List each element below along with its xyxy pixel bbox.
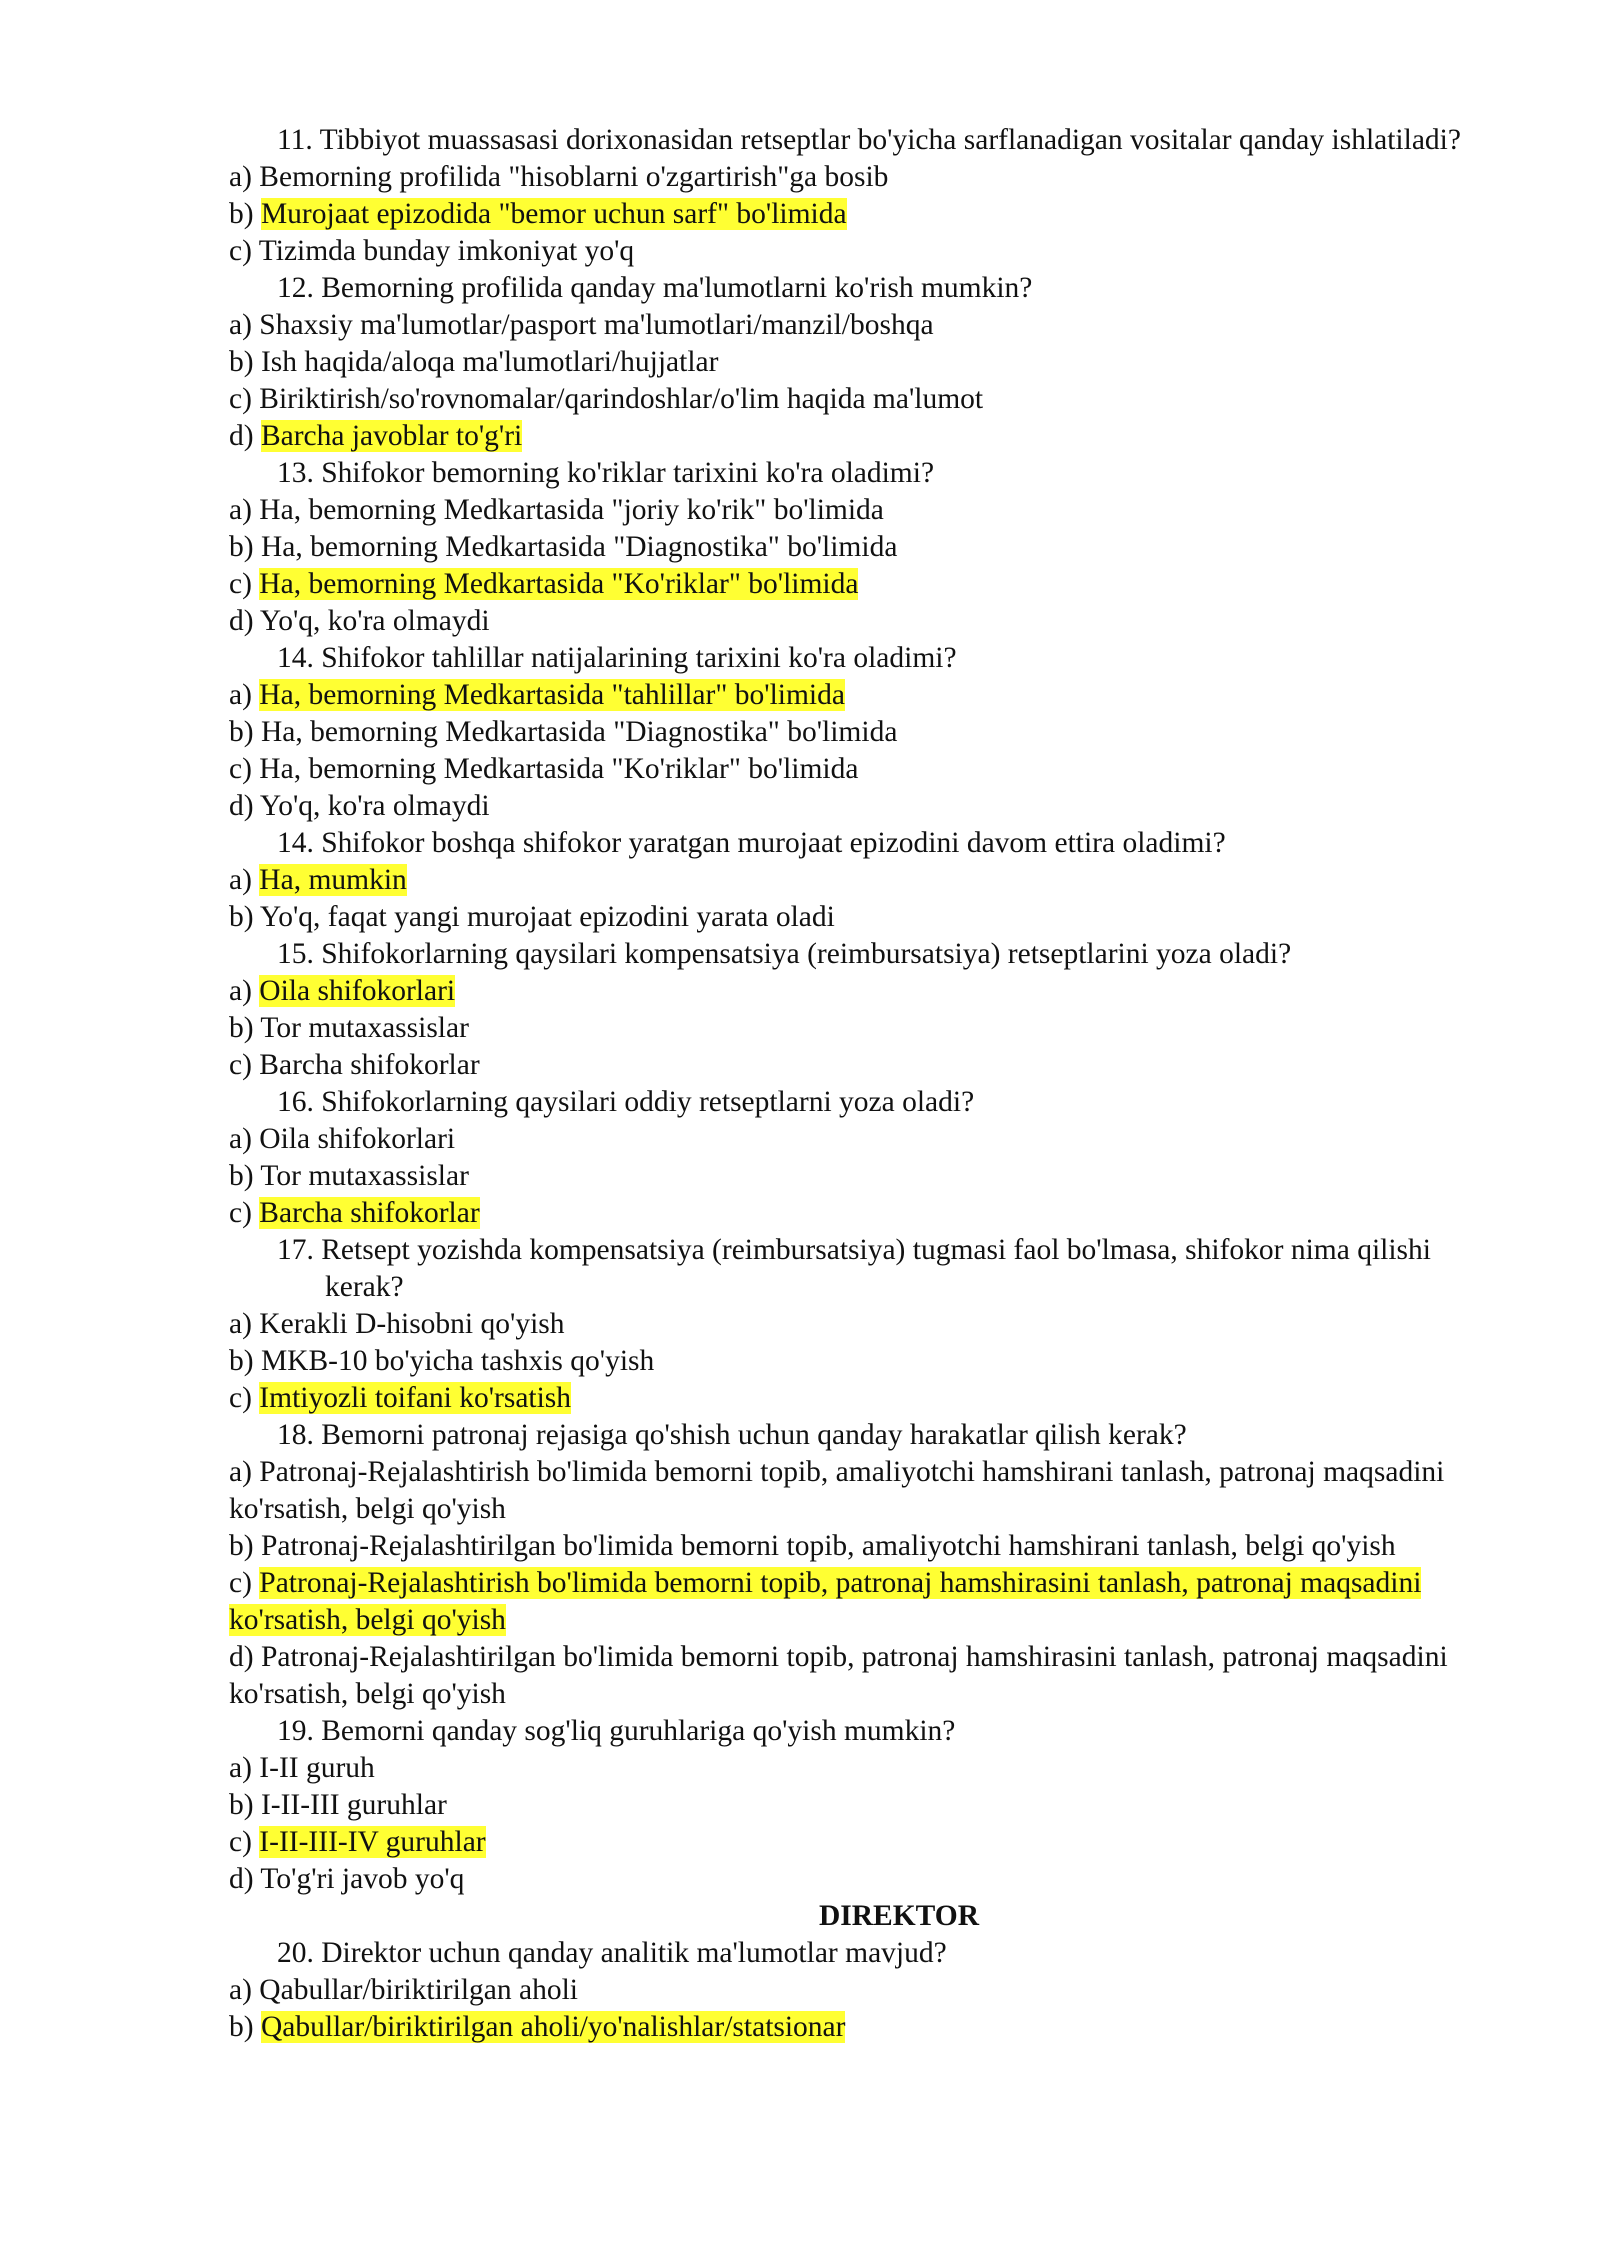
option-text: Ha, bemorning Medkartasida "joriy ko'rik" bo'limida bbox=[259, 494, 884, 526]
option-letter: c) bbox=[229, 1049, 260, 1081]
option-text: Oila shifokorlari bbox=[259, 975, 456, 1007]
option-text: Barcha shifokorlar bbox=[259, 1049, 480, 1081]
option-letter: b) bbox=[229, 1530, 261, 1562]
option-text: Patronaj-Rejalashtirilgan bo'limida bemorni topib, patronaj hamshirasini tanlash, patronaj maqsadini ko'rsatish, belgi qo'yish bbox=[229, 1641, 1448, 1710]
option-text: I-II guruh bbox=[259, 1752, 375, 1784]
option-letter: b) bbox=[229, 198, 261, 230]
option-letter: a) bbox=[229, 1974, 260, 2006]
option-text: Yo'q, faqat yangi murojaat epizodini yarata oladi bbox=[259, 901, 835, 933]
option-text: Yo'q, ko'ra olmaydi bbox=[259, 790, 490, 822]
option-letter: c) bbox=[229, 235, 259, 267]
option-letter: c) bbox=[229, 1567, 260, 1599]
option-letter: c) bbox=[229, 383, 260, 415]
answer-option bbox=[229, 1121, 1469, 1158]
answer-option bbox=[229, 1047, 1469, 1084]
option-text: Yo'q, ko'ra olmaydi bbox=[259, 605, 490, 637]
option-letter: d) bbox=[229, 1641, 261, 1673]
option-text: Qabullar/biriktirilgan aholi/yo'nalishlar/statsionar bbox=[260, 2011, 846, 2043]
answer-option bbox=[229, 899, 1469, 936]
option-letter: a) bbox=[229, 309, 260, 341]
option-letter: a) bbox=[229, 1123, 260, 1155]
option-letter: b) bbox=[229, 2011, 261, 2043]
question: 18. Bemorni patronaj rejasiga qo'shish uchun qanday harakatlar qilish kerak? bbox=[277, 1419, 1187, 1451]
option-letter: b) bbox=[229, 346, 261, 378]
option-text: Tor mutaxassislar bbox=[260, 1012, 469, 1044]
answer-option bbox=[229, 751, 1469, 788]
option-text: Oila shifokorlari bbox=[259, 1123, 456, 1155]
option-text: MKB-10 bo'yicha tashxis qo'yish bbox=[260, 1345, 655, 1377]
question: 13. Shifokor bemorning ko'riklar tarixini ko'ra oladimi? bbox=[277, 457, 935, 489]
quiz-content bbox=[229, 122, 1469, 2046]
answer-option bbox=[229, 344, 1469, 381]
answer-option bbox=[229, 1343, 1469, 1380]
option-letter: a) bbox=[229, 975, 260, 1007]
option-letter: d) bbox=[229, 790, 260, 822]
answer-option bbox=[229, 1750, 1469, 1787]
option-text: Shaxsiy ma'lumotlar/pasport ma'lumotlari/manzil/boshqa bbox=[259, 309, 934, 341]
answer-option-correct bbox=[229, 973, 1469, 1010]
answer-option-correct bbox=[229, 418, 1469, 455]
answer-option bbox=[229, 159, 1469, 196]
answer-option bbox=[229, 788, 1469, 825]
option-text: I-II-III guruhlar bbox=[260, 1789, 447, 1821]
question: 15. Shifokorlarning qaysilari kompensatsiya (reimbursatsiya) retseptlarini yoza oladi? bbox=[277, 938, 1292, 970]
option-letter: b) bbox=[229, 1789, 261, 1821]
option-letter: a) bbox=[229, 161, 260, 193]
option-text: Ha, bemorning Medkartasida "tahlillar" bo'limida bbox=[259, 679, 845, 711]
option-letter: a) bbox=[229, 494, 260, 526]
option-text: Biriktirish/so'rovnomalar/qarindoshlar/o'lim haqida ma'lumot bbox=[259, 383, 984, 415]
option-letter: d) bbox=[229, 1863, 261, 1895]
option-letter: b) bbox=[229, 1012, 261, 1044]
question: 17. Retsept yozishda kompensatsiya (reimbursatsiya) tugmasi faol bo'lmasa, shifokor nima qilishi kerak? bbox=[277, 1234, 1431, 1303]
option-letter: b) bbox=[229, 901, 260, 933]
option-text: Patronaj-Rejalashtirish bo'limida bemorni topib, patronaj hamshirasini tanlash, patronaj maqsadini ko'rsatish, belgi qo'yish bbox=[229, 1567, 1422, 1636]
answer-option bbox=[229, 381, 1469, 418]
option-text: Bemorning profilida "hisoblarni o'zgartirish"ga bosib bbox=[259, 161, 889, 193]
option-text: Tizimda bunday imkoniyat yo'q bbox=[258, 235, 635, 267]
option-text: Ha, bemorning Medkartasida "Diagnostika" bo'limida bbox=[260, 531, 898, 563]
option-letter: b) bbox=[229, 716, 261, 748]
option-text: Tor mutaxassislar bbox=[260, 1160, 469, 1192]
option-text: I-II-III-IV guruhlar bbox=[259, 1826, 486, 1858]
answer-option-correct bbox=[229, 1824, 1469, 1861]
option-text: Ish haqida/aloqa ma'lumotlari/hujjatlar bbox=[260, 346, 719, 378]
option-text: Barcha shifokorlar bbox=[259, 1197, 480, 1229]
option-letter: a) bbox=[229, 1752, 260, 1784]
answer-option-correct bbox=[229, 2009, 1469, 2046]
question: 11. Tibbiyot muassasasi dorixonasidan retseptlar bo'yicha sarflanadigan vositalar qanday ishlatiladi? bbox=[277, 124, 1461, 156]
option-text: Qabullar/biriktirilgan aholi bbox=[259, 1974, 578, 2006]
option-letter: a) bbox=[229, 1308, 260, 1340]
answer-option bbox=[229, 1158, 1469, 1195]
option-letter: a) bbox=[229, 679, 260, 711]
option-letter: c) bbox=[229, 568, 260, 600]
option-letter: d) bbox=[229, 605, 260, 637]
answer-option-correct bbox=[229, 677, 1469, 714]
option-letter: c) bbox=[229, 1382, 260, 1414]
answer-option-correct bbox=[229, 196, 1469, 233]
option-text: Patronaj-Rejalashtirilgan bo'limida bemorni topib, amaliyotchi hamshirani tanlash, belgi qo'yish bbox=[260, 1530, 1396, 1562]
option-text: Patronaj-Rejalashtirish bo'limida bemorni topib, amaliyotchi hamshirani tanlash, patronaj maqsadini ko'rsatish, belgi qo'yish bbox=[229, 1456, 1445, 1525]
question: 14. Shifokor tahlillar natijalarining tarixini ko'ra oladimi? bbox=[277, 642, 957, 674]
answer-option bbox=[229, 233, 1469, 270]
option-letter: a) bbox=[229, 864, 260, 896]
option-text: Murojaat epizodida "bemor uchun sarf" bo'limida bbox=[260, 198, 847, 230]
option-text: Ha, bemorning Medkartasida "Ko'riklar" bo'limida bbox=[259, 753, 859, 785]
answer-option-correct bbox=[229, 1565, 1469, 1639]
option-letter: c) bbox=[229, 1826, 260, 1858]
answer-option bbox=[229, 1528, 1469, 1565]
option-text: Barcha javoblar to'g'ri bbox=[260, 420, 523, 452]
question: 12. Bemorning profilida qanday ma'lumotlarni ko'rish mumkin? bbox=[277, 272, 1033, 304]
option-letter: a) bbox=[229, 1456, 260, 1488]
answer-option bbox=[229, 1306, 1469, 1343]
answer-option bbox=[229, 1010, 1469, 1047]
answer-option-correct bbox=[229, 566, 1469, 603]
question: 14. Shifokor boshqa shifokor yaratgan murojaat epizodini davom ettira oladimi? bbox=[277, 827, 1226, 859]
answer-option bbox=[229, 529, 1469, 566]
option-text: Imtiyozli toifani ko'rsatish bbox=[259, 1382, 572, 1414]
answer-option bbox=[229, 1454, 1469, 1528]
option-letter: d) bbox=[229, 420, 261, 452]
answer-option-correct bbox=[229, 1380, 1469, 1417]
answer-option bbox=[229, 714, 1469, 751]
answer-option bbox=[229, 1972, 1469, 2009]
answer-option bbox=[229, 603, 1469, 640]
answer-option bbox=[229, 1639, 1469, 1713]
answer-option bbox=[229, 1861, 1469, 1898]
answer-option bbox=[229, 1787, 1469, 1824]
option-letter: c) bbox=[229, 753, 260, 785]
section-heading: DIREKTOR bbox=[818, 1900, 980, 1932]
option-text: Ha, mumkin bbox=[259, 864, 407, 896]
option-letter: b) bbox=[229, 1345, 261, 1377]
answer-option bbox=[229, 307, 1469, 344]
answer-option bbox=[229, 492, 1469, 529]
question: 16. Shifokorlarning qaysilari oddiy retseptlarni yoza oladi? bbox=[277, 1086, 975, 1118]
option-letter: b) bbox=[229, 531, 261, 563]
option-letter: c) bbox=[229, 1197, 260, 1229]
option-text: Kerakli D-hisobni qo'yish bbox=[259, 1308, 565, 1340]
answer-option-correct bbox=[229, 1195, 1469, 1232]
question: 19. Bemorni qanday sog'liq guruhlariga qo'yish mumkin? bbox=[277, 1715, 956, 1747]
option-text: Ha, bemorning Medkartasida "Ko'riklar" bo'limida bbox=[259, 568, 859, 600]
option-text: Ha, bemorning Medkartasida "Diagnostika" bo'limida bbox=[260, 716, 898, 748]
question: 20. Direktor uchun qanday analitik ma'lumotlar mavjud? bbox=[277, 1937, 947, 1969]
option-text: To'g'ri javob yo'q bbox=[260, 1863, 465, 1895]
option-letter: b) bbox=[229, 1160, 261, 1192]
answer-option-correct bbox=[229, 862, 1469, 899]
